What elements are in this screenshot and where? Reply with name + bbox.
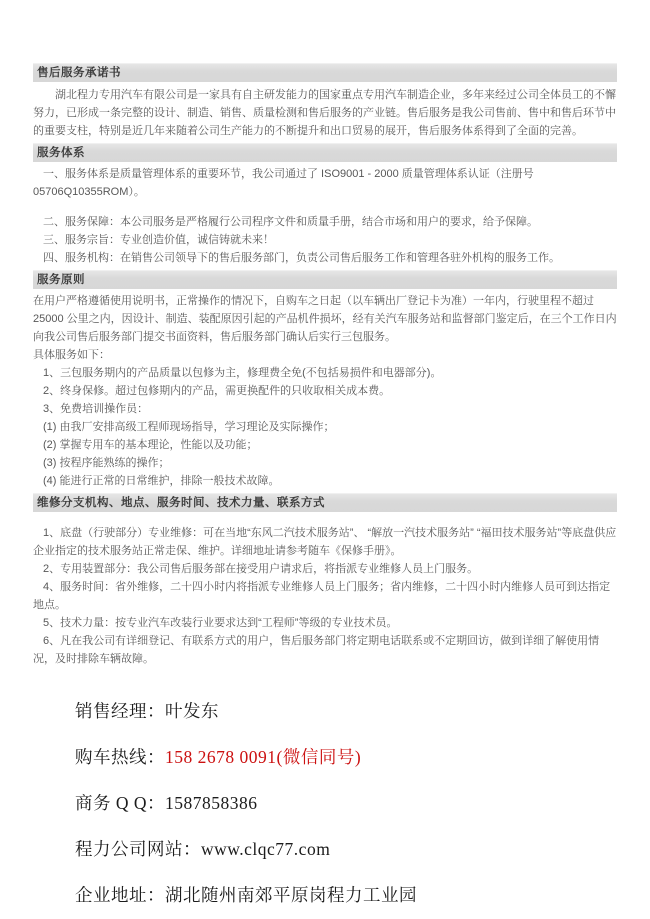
- contact-address-label: 企业地址：: [75, 885, 165, 905]
- contact-sales-manager-value: 叶发东: [165, 701, 219, 721]
- list-item-network-1: 1、底盘（行驶部分）专业维修：可在当地“东风二汽技术服务站”、 “解放一汽技术服务站” “福田技术服务站”等底盘供应企业指定的技术服务站正常走保、维护。详细地址请参考随车《保修手册》。: [33, 527, 617, 557]
- document-content: [33, 0, 617, 904]
- contact-block: [33, 702, 617, 904]
- section-header-principles: 服务原则: [33, 270, 617, 289]
- list-item-principle-2: 2、终身保修。超过包修期内的产品，需更换配件的只收取相关成本费。: [43, 385, 391, 397]
- contact-qq: [75, 794, 617, 812]
- contact-website-value[interactable]: www.clqc77.com: [201, 839, 331, 859]
- list-item-network-2: 2、专用装置部分：我公司售后服务部在接受用户请求后，将指派专业维修人员上门服务。: [43, 563, 479, 575]
- contact-hotline-label: 购车热线：: [75, 747, 165, 767]
- list-item-system-1: 一、服务体系是质量管理体系的重要环节，我公司通过了 ISO9001 - 2000 质量管理体系认证（注册号 05706Q10355ROM）。: [33, 168, 534, 198]
- list-item-system-4: 四、服务机构：在销售公司领导下的售后服务部门，负责公司售后服务工作和管理各驻外机构的服务工作。: [43, 252, 560, 264]
- contact-qq-label: 商务 Q Q：: [75, 793, 166, 813]
- list-item-network-6: 6、凡在我公司有详细登记、有联系方式的用户，售后服务部门将定期电话联系或不定期回访，做到详细了解使用情况，及时排除车辆故障。: [33, 635, 600, 665]
- principles-paragraph: 在用户严格遵循使用说明书，正常操作的情况下，自购车之日起（以车辆出厂登记卡为准）一年内，行驶里程不超过 25000 公里之内，因设计、制造、装配原因引起的产品机件损坏，经有关汽车服务站和监督部门鉴定后，在三个工作日内向我公司售后服务部门提交书面资料，售后服务部门确认后实行三包服务。: [33, 295, 617, 343]
- contact-sales-manager-label: 销售经理：: [75, 701, 165, 721]
- principles-subheading: 具体服务如下：: [33, 349, 110, 361]
- contact-sales-manager: [75, 702, 617, 720]
- list-item-system-2: 二、服务保障：本公司服务是严格履行公司程序文件和质量手册，结合市场和用户的要求，给予保障。: [43, 216, 538, 228]
- section-header-promise: 售后服务承诺书: [33, 63, 617, 82]
- contact-address-value: 湖北随州南郊平原岗程力工业园: [165, 885, 417, 905]
- contact-website-label: 程力公司网站：: [75, 839, 201, 859]
- section-header-network: 维修分支机构、地点、服务时间、技术力量、联系方式: [33, 493, 617, 512]
- list-item-training-4: (4) 能进行正常的日常维护，排除一般技术故障。: [43, 475, 280, 487]
- contact-website: [75, 840, 617, 858]
- section-header-service-system: 服务体系: [33, 143, 617, 162]
- list-item-training-3: (3) 按程序能熟练的操作；: [43, 457, 170, 469]
- list-item-training-1: (1) 由我厂安排高级工程师现场指导，学习理论及实际操作；: [43, 421, 335, 433]
- list-item-principle-1: 1、三包服务期内的产品质量以包修为主，修理费全免(不包括易损件和电器部分)。: [43, 367, 442, 379]
- intro-paragraph: 湖北程力专用汽车有限公司是一家具有自主研发能力的国家重点专用汽车制造企业，多年来经过公司全体员工的不懈努力，已形成一条完整的设计、制造、销售、质量检测和售后服务的产业链。售后服务是我公司售前、售中和售后环节中的重要支柱，特别是近几年来随着公司生产能力的不断提升和出口贸易的展开，售后服务体系得到了全面的完善。: [33, 89, 616, 137]
- list-item-training-2: (2) 掌握专用车的基本理论，性能以及功能；: [43, 439, 258, 451]
- contact-address: [75, 886, 617, 904]
- contact-hotline: [75, 748, 617, 766]
- list-item-system-3: 三、服务宗旨：专业创造价值，诚信铸就未来！: [43, 234, 274, 246]
- contact-qq-value: 1587858386: [165, 793, 258, 813]
- list-item-principle-3: 3、免费培训操作员：: [43, 403, 149, 415]
- contact-hotline-value: 158 2678 0091(微信同号): [165, 747, 362, 767]
- list-item-network-5: 5、技术力量：按专业汽车改装行业要求达到“工程师”等级的专业技术员。: [43, 617, 398, 629]
- list-item-network-4: 4、服务时间：省外维修，二十四小时内将指派专业维修人员上门服务；省内维修，二十四小时内维修人员可到达指定地点。: [33, 581, 611, 611]
